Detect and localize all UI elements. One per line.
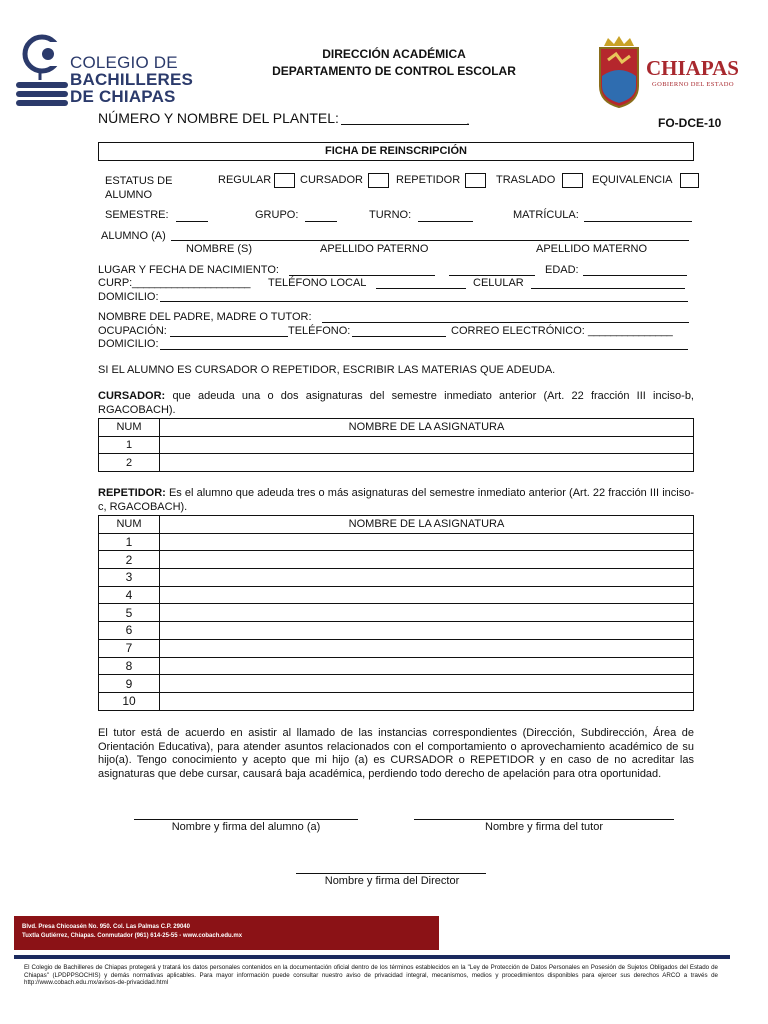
asignatura-cell[interactable]: [160, 551, 694, 569]
semestre-input-line[interactable]: [176, 221, 208, 222]
table-row: [99, 622, 694, 640]
header-titles: [234, 46, 554, 80]
form-title: FICHA DE REINSCRIPCIÓN: [325, 145, 467, 157]
director-signature-caption: Nombre y firma del Director: [324, 875, 460, 887]
telefono-label: TELÉFONO:: [288, 325, 351, 337]
table-row: [99, 569, 694, 587]
state-name: CHIAPAS: [646, 56, 739, 80]
footer-rule: [14, 955, 730, 959]
grupo-label: GRUPO:: [255, 209, 299, 221]
asignatura-cell[interactable]: [160, 569, 694, 587]
privacy-notice: El Colegio de Bachilleres de Chiapas protegerá y tratará los datos personales contenidos en la documentación oficial dentro de los términos establecidos en la "Ley de Protección de Datos Personales en Posesión de Sujetos Obligados del Estado de Chiapas" (LPDPPSOCHIS) y demás normativas aplicables. Para mayor información puede consultar nuestro aviso de privacidad integral, mecanismos, medios y procedimientos disponibles para ejercer sus derechos ARCO a través de http://www.cobach.edu.mx/avisos-de-privacidad.html: [24, 964, 718, 987]
status-label: ESTATUS DE ALUMNO: [105, 175, 173, 201]
apellido-materno-caption: APELLIDO MATERNO: [536, 243, 648, 255]
asignatura-header: NOMBRE DE LA ASIGNATURA: [160, 419, 694, 437]
celular-label: CELULAR: [473, 277, 524, 289]
form-title-box: [98, 142, 694, 161]
table-header-row: [99, 419, 694, 437]
alumno-input-line[interactable]: [171, 240, 689, 241]
table-row: [99, 436, 694, 454]
asignatura-cell[interactable]: [160, 533, 694, 551]
repetidor-description: [98, 487, 694, 514]
table-header-row: [99, 516, 694, 534]
num-header: NUM: [99, 516, 160, 534]
repetidor-term: REPETIDOR:: [98, 487, 166, 499]
tutor-signature-caption: Nombre y firma del tutor: [485, 821, 603, 833]
table-row: [99, 657, 694, 675]
telefono-local-input-line[interactable]: [376, 288, 466, 289]
footer-address-line-2: Tuxtla Gutiérrez, Chiapas. Conmutador (961) 614-25-55 - www.cobach.edu.mx: [22, 933, 243, 939]
ocupacion-input-line[interactable]: [170, 336, 288, 337]
repetidor-text: Es el alumno que adeuda tres o más asignaturas del semestre inmediato anterior (Art. 22 fracción III inciso-c, RGACOBACH).: [98, 487, 694, 513]
status-regular-label: REGULAR: [218, 174, 272, 186]
asignatura-cell[interactable]: [160, 657, 694, 675]
matricula-input-line[interactable]: [584, 221, 692, 222]
telefono-input-line[interactable]: [352, 336, 446, 337]
table-row: [99, 692, 694, 710]
celular-input-line[interactable]: [531, 288, 685, 289]
row-number: 6: [99, 622, 160, 640]
cobach-logo: [14, 34, 204, 110]
status-equivalencia-label: EQUIVALENCIA: [592, 174, 673, 186]
department-title: DEPARTAMENTO DE CONTROL ESCOLAR: [272, 64, 516, 78]
college-name-line-2: BACHILLERES: [70, 70, 194, 89]
row-number: 3: [99, 569, 160, 587]
domicilio-label: DOMICILIO:: [98, 291, 159, 303]
turno-label: TURNO:: [369, 209, 412, 221]
table-row: [99, 586, 694, 604]
tutor-input-line[interactable]: [322, 322, 689, 323]
asignatura-cell[interactable]: [160, 639, 694, 657]
cursador-table: [98, 418, 694, 472]
agreement-text: El tutor está de acuerdo en asistir al llamado de las instancias correspondientes (Dirección, Subdirección, Área de Orientación Educativa), para atender asuntos relacionados con el comportamiento o aprovechamiento académico de su hijo(a). Tengo conocimiento y acepto que mi hijo (a) es CURSADOR o REPETIDOR y en caso de no acreditar las asignaturas que debe cursar, causará baja académica, perdiendo todo derecho de apelación para otra oportunidad.: [98, 727, 694, 780]
asignatura-cell[interactable]: [160, 622, 694, 640]
status-repetidor-label: REPETIDOR: [396, 174, 461, 186]
ocupacion-label: OCUPACIÓN:: [98, 325, 167, 337]
table-row: [99, 675, 694, 693]
row-number: 4: [99, 586, 160, 604]
edad-input-line[interactable]: [583, 275, 687, 276]
curp-label: CURP:: [98, 277, 133, 289]
apellido-paterno-caption: APELLIDO PATERNO: [320, 243, 429, 255]
status-traslado-label: TRASLADO: [496, 174, 556, 186]
row-number: 1: [99, 533, 160, 551]
grupo-input-line[interactable]: [305, 221, 337, 222]
alumno-signature-caption: Nombre y firma del alumno (a): [171, 821, 321, 833]
asignatura-cell[interactable]: [160, 604, 694, 622]
table-row: [99, 551, 694, 569]
num-header: NUM: [99, 419, 160, 437]
footer-address-banner: [14, 916, 439, 950]
row-number: 2: [99, 454, 160, 472]
status-regular-checkbox[interactable]: [274, 173, 295, 188]
table-row: [99, 533, 694, 551]
fecha-input-line[interactable]: [449, 275, 535, 276]
plantel-label: NÚMERO Y NOMBRE DEL PLANTEL:: [98, 110, 339, 126]
row-number: 7: [99, 639, 160, 657]
row-number: 1: [99, 436, 160, 454]
turno-input-line[interactable]: [418, 221, 473, 222]
asignatura-cell[interactable]: [160, 586, 694, 604]
cobach-emblem-icon: [14, 34, 70, 108]
status-cursador-checkbox[interactable]: [368, 173, 389, 188]
chiapas-logo: [594, 36, 754, 110]
semestre-label: SEMESTRE:: [105, 209, 169, 221]
lugar-fecha-label: LUGAR Y FECHA DE NACIMIENTO:: [98, 264, 279, 276]
asignatura-cell[interactable]: [160, 436, 694, 454]
lugar-input-line[interactable]: [289, 275, 435, 276]
correo-label: CORREO ELECTRÓNICO:: [451, 325, 585, 337]
status-equivalencia-checkbox[interactable]: [680, 173, 699, 188]
domicilio-tutor-input-line[interactable]: [160, 349, 688, 350]
table-row: [99, 604, 694, 622]
footer-address-line-1: Blvd. Presa Chicoasén No. 950. Col. Las Palmas C.P. 29040: [22, 924, 190, 930]
row-number: 8: [99, 657, 160, 675]
tutor-label: NOMBRE DEL PADRE, MADRE O TUTOR:: [98, 311, 312, 323]
state-subtitle: GOBIERNO DEL ESTADO: [652, 81, 734, 88]
asignatura-cell[interactable]: [160, 675, 694, 693]
table-row: [99, 454, 694, 472]
direction-title: DIRECCIÓN ACADÉMICA: [322, 47, 466, 61]
correo-fill[interactable]: _______________: [588, 325, 673, 337]
row-number: 9: [99, 675, 160, 693]
row-number: 10: [99, 692, 160, 710]
plantel-input-line[interactable]: [341, 124, 469, 125]
form-code: FO-DCE-10: [658, 116, 722, 130]
cursador-text: que adeuda una o dos asignaturas del semestre inmediato anterior (Art. 22 fracción III inciso-b, RGACOBACH).: [98, 390, 694, 416]
curp-fill[interactable]: _____________________: [132, 277, 250, 289]
college-name-line-3: DE CHIAPAS: [70, 87, 176, 106]
status-cursador-label: CURSADOR: [300, 174, 363, 186]
cursador-description: [98, 390, 694, 417]
instruction-text: SI EL ALUMNO ES CURSADOR O REPETIDOR, ESCRIBIR LAS MATERIAS QUE ADEUDA.: [98, 364, 556, 376]
plantel-suffix: .: [466, 112, 470, 128]
asignatura-cell[interactable]: [160, 692, 694, 710]
domicilio-input-line[interactable]: [160, 301, 688, 302]
cursador-term: CURSADOR:: [98, 390, 166, 402]
asignatura-header: NOMBRE DE LA ASIGNATURA: [160, 516, 694, 534]
nombres-caption: NOMBRE (S): [186, 243, 252, 255]
alumno-signature-line[interactable]: [134, 819, 358, 820]
status-traslado-checkbox[interactable]: [562, 173, 583, 188]
edad-label: EDAD:: [545, 264, 579, 276]
row-number: 5: [99, 604, 160, 622]
table-row: [99, 639, 694, 657]
tutor-signature-line[interactable]: [414, 819, 674, 820]
alumno-label: ALUMNO (A): [101, 230, 166, 242]
telefono-local-label: TELÉFONO LOCAL: [268, 277, 367, 289]
row-number: 2: [99, 551, 160, 569]
repetidor-table: [98, 515, 694, 711]
college-name-line-1: COLEGIO DE: [70, 53, 178, 72]
matricula-label: MATRÍCULA:: [513, 209, 579, 221]
domicilio-tutor-label: DOMICILIO:: [98, 338, 159, 350]
chiapas-shield-icon: [596, 36, 642, 108]
asignatura-cell[interactable]: [160, 454, 694, 472]
director-signature-line[interactable]: [296, 873, 486, 874]
status-repetidor-checkbox[interactable]: [465, 173, 486, 188]
